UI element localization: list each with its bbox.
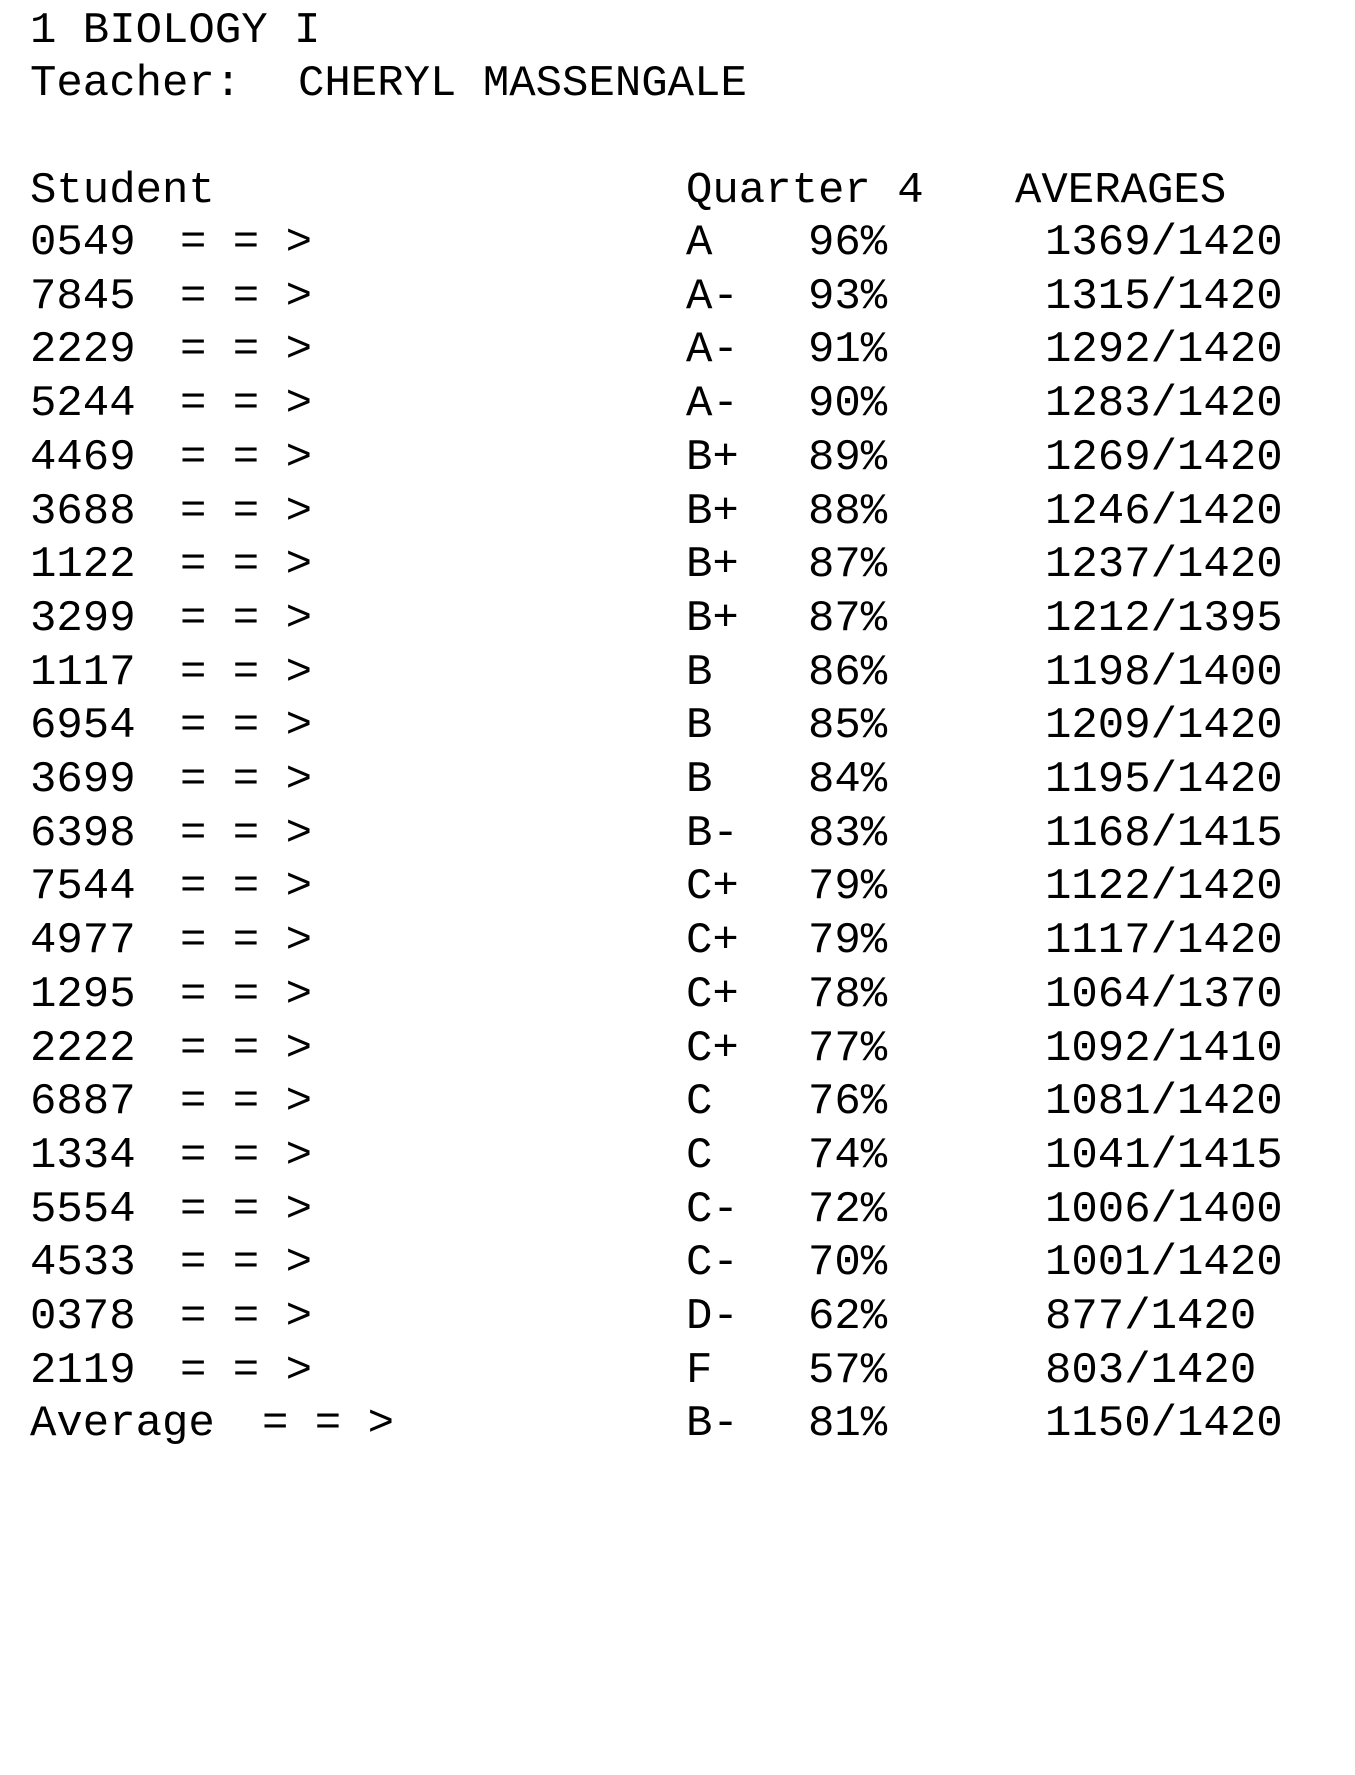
row-arrow: = = > (180, 540, 313, 590)
grade-percent: 86% (808, 648, 888, 698)
points-average: 803/1420 (1045, 1346, 1257, 1396)
table-row (0, 968, 1355, 1022)
table-row (0, 699, 1355, 753)
table-row (0, 1129, 1355, 1183)
average-grade: B- (686, 1399, 739, 1449)
points-average: 1092/1410 (1045, 1024, 1283, 1074)
row-arrow: = = > (180, 218, 313, 268)
table-row (0, 323, 1355, 377)
row-arrow: = = > (180, 755, 313, 805)
letter-grade: C+ (686, 1024, 739, 1074)
row-arrow: = = > (180, 1238, 313, 1288)
grade-percent: 90% (808, 379, 888, 429)
letter-grade: B+ (686, 540, 739, 590)
table-row (0, 1022, 1355, 1076)
grade-percent: 72% (808, 1185, 888, 1235)
letter-grade: C+ (686, 916, 739, 966)
student-id: 4977 (30, 916, 136, 966)
course-title-line (0, 4, 1355, 58)
table-row (0, 270, 1355, 324)
table-row (0, 1236, 1355, 1290)
student-id: 7544 (30, 862, 136, 912)
averages-column-header: AVERAGES (1015, 166, 1227, 216)
letter-grade: A (686, 218, 713, 268)
student-column-header: Student (30, 166, 215, 216)
grade-percent: 84% (808, 755, 888, 805)
student-id: 4533 (30, 1238, 136, 1288)
letter-grade: B (686, 755, 713, 805)
points-average: 1041/1415 (1045, 1131, 1283, 1181)
points-average: 1117/1420 (1045, 916, 1283, 966)
grade-percent: 87% (808, 594, 888, 644)
points-average: 1315/1420 (1045, 272, 1283, 322)
table-row (0, 860, 1355, 914)
row-arrow: = = > (180, 1346, 313, 1396)
letter-grade: B+ (686, 433, 739, 483)
student-id: 1122 (30, 540, 136, 590)
letter-grade: D- (686, 1292, 739, 1342)
row-arrow: = = > (180, 916, 313, 966)
row-arrow: = = > (180, 970, 313, 1020)
points-average: 1283/1420 (1045, 379, 1283, 429)
grade-percent: 91% (808, 325, 888, 375)
letter-grade: C+ (686, 970, 739, 1020)
points-average: 1081/1420 (1045, 1077, 1283, 1127)
student-id: 1295 (30, 970, 136, 1020)
row-arrow: = = > (180, 809, 313, 859)
table-row (0, 1344, 1355, 1398)
grade-percent: 89% (808, 433, 888, 483)
row-arrow: = = > (180, 325, 313, 375)
points-average: 1209/1420 (1045, 701, 1283, 751)
average-arrow: = = > (262, 1399, 395, 1449)
grade-percent: 85% (808, 701, 888, 751)
table-row (0, 592, 1355, 646)
letter-grade: B- (686, 809, 739, 859)
letter-grade: B+ (686, 594, 739, 644)
letter-grade: B+ (686, 487, 739, 537)
points-average: 1064/1370 (1045, 970, 1283, 1020)
row-arrow: = = > (180, 487, 313, 537)
teacher-name: CHERYL MASSENGALE (298, 59, 747, 109)
points-average: 1212/1395 (1045, 594, 1283, 644)
grade-percent: 96% (808, 218, 888, 268)
row-arrow: = = > (180, 701, 313, 751)
letter-grade: C+ (686, 862, 739, 912)
student-id: 3688 (30, 487, 136, 537)
teacher-label: Teacher: (30, 59, 242, 109)
table-row (0, 377, 1355, 431)
table-row (0, 431, 1355, 485)
points-average: 1001/1420 (1045, 1238, 1283, 1288)
row-arrow: = = > (180, 594, 313, 644)
teacher-line (0, 57, 1355, 111)
student-id: 4469 (30, 433, 136, 483)
row-arrow: = = > (180, 1292, 313, 1342)
table-row (0, 1075, 1355, 1129)
row-arrow: = = > (180, 1185, 313, 1235)
points-average: 877/1420 (1045, 1292, 1257, 1342)
points-average: 1122/1420 (1045, 862, 1283, 912)
student-id: 0378 (30, 1292, 136, 1342)
student-id: 6887 (30, 1077, 136, 1127)
table-row (0, 646, 1355, 700)
points-average: 1006/1400 (1045, 1185, 1283, 1235)
student-id: 5554 (30, 1185, 136, 1235)
letter-grade: B (686, 701, 713, 751)
student-id: 0549 (30, 218, 136, 268)
points-average: 1292/1420 (1045, 325, 1283, 375)
grade-percent: 57% (808, 1346, 888, 1396)
grade-percent: 76% (808, 1077, 888, 1127)
letter-grade: A- (686, 272, 739, 322)
student-id: 6954 (30, 701, 136, 751)
grade-percent: 79% (808, 916, 888, 966)
table-row (0, 753, 1355, 807)
row-arrow: = = > (180, 379, 313, 429)
letter-grade: A- (686, 379, 739, 429)
student-id: 7845 (30, 272, 136, 322)
row-arrow: = = > (180, 433, 313, 483)
row-arrow: = = > (180, 1077, 313, 1127)
grade-percent: 78% (808, 970, 888, 1020)
class-average-row (0, 1397, 1355, 1451)
student-id: 2222 (30, 1024, 136, 1074)
letter-grade: C- (686, 1185, 739, 1235)
column-header-line (0, 164, 1355, 218)
table-row (0, 485, 1355, 539)
row-arrow: = = > (180, 862, 313, 912)
grade-percent: 83% (808, 809, 888, 859)
letter-grade: A- (686, 325, 739, 375)
student-id: 2229 (30, 325, 136, 375)
points-average: 1237/1420 (1045, 540, 1283, 590)
grade-percent: 87% (808, 540, 888, 590)
grade-percent: 77% (808, 1024, 888, 1074)
points-average: 1195/1420 (1045, 755, 1283, 805)
grade-percent: 70% (808, 1238, 888, 1288)
grade-percent: 88% (808, 487, 888, 537)
table-row (0, 216, 1355, 270)
grade-percent: 93% (808, 272, 888, 322)
letter-grade: C (686, 1077, 713, 1127)
grade-percent: 79% (808, 862, 888, 912)
letter-grade: C- (686, 1238, 739, 1288)
student-id: 6398 (30, 809, 136, 859)
points-average: 1168/1415 (1045, 809, 1283, 859)
student-id: 3299 (30, 594, 136, 644)
points-average: 1369/1420 (1045, 218, 1283, 268)
student-id: 1117 (30, 648, 136, 698)
table-row (0, 1290, 1355, 1344)
course-title: 1 BIOLOGY I (30, 6, 321, 56)
table-row (0, 538, 1355, 592)
row-arrow: = = > (180, 1131, 313, 1181)
table-row (0, 1183, 1355, 1237)
letter-grade: B (686, 648, 713, 698)
grade-percent: 74% (808, 1131, 888, 1181)
student-id: 1334 (30, 1131, 136, 1181)
points-average: 1269/1420 (1045, 433, 1283, 483)
letter-grade: F (686, 1346, 713, 1396)
points-average: 1246/1420 (1045, 487, 1283, 537)
student-id: 3699 (30, 755, 136, 805)
row-arrow: = = > (180, 272, 313, 322)
row-arrow: = = > (180, 1024, 313, 1074)
table-row (0, 914, 1355, 968)
quarter-column-header: Quarter 4 (686, 166, 924, 216)
average-label: Average (30, 1399, 215, 1449)
average-percent: 81% (808, 1399, 888, 1449)
student-id: 2119 (30, 1346, 136, 1396)
points-average: 1198/1400 (1045, 648, 1283, 698)
table-row (0, 807, 1355, 861)
grade-percent: 62% (808, 1292, 888, 1342)
letter-grade: C (686, 1131, 713, 1181)
row-arrow: = = > (180, 648, 313, 698)
student-id: 5244 (30, 379, 136, 429)
average-points: 1150/1420 (1045, 1399, 1283, 1449)
